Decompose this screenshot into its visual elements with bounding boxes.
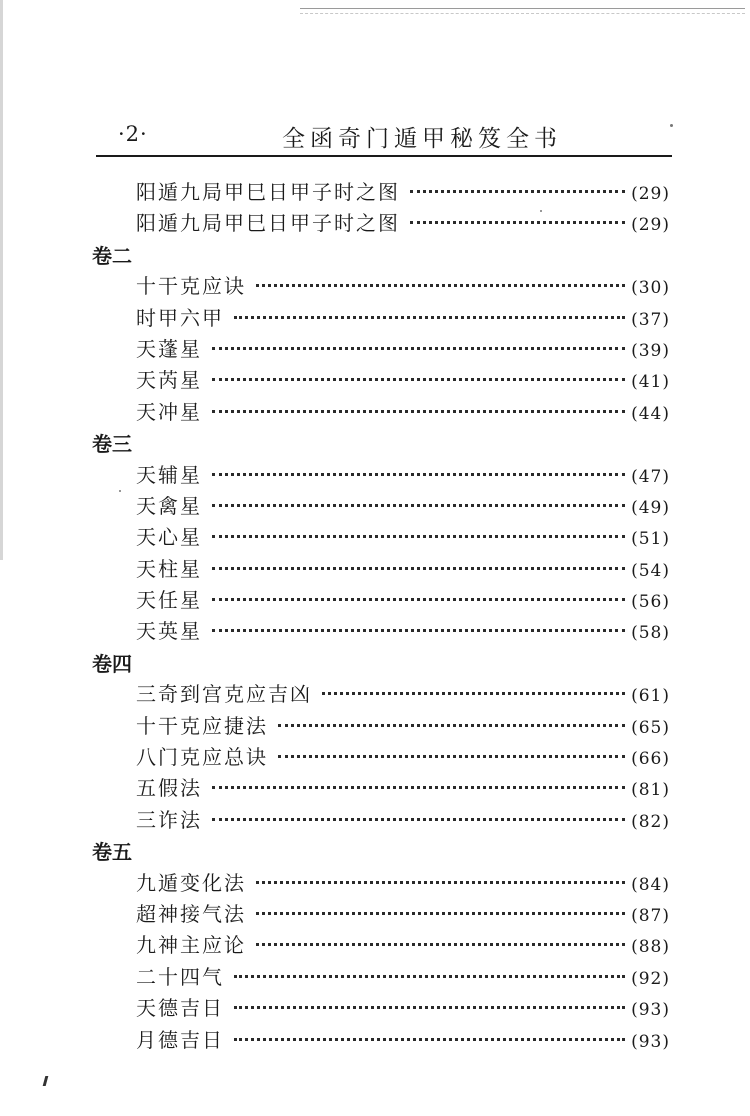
toc-entry-row — [0, 457, 750, 488]
entry-page-number: (39) — [631, 340, 670, 361]
toc-entry-row — [0, 676, 750, 707]
volume-heading: 卷四 — [92, 651, 132, 676]
entry-title: 天芮星 — [136, 368, 202, 393]
entry-title: 三奇到宫克应吉凶 — [136, 682, 312, 707]
entry-title: 天冲星 — [136, 399, 202, 424]
entry-title: 二十四气 — [136, 964, 224, 989]
toc-entry-row — [0, 959, 750, 990]
entry-title: 阳遁九局甲巳日甲子时之图 — [136, 211, 400, 236]
toc-volume-row — [0, 425, 750, 456]
toc-entry-row — [0, 896, 750, 927]
page-number: ·2· — [118, 122, 148, 146]
entry-page-number: (30) — [631, 278, 670, 299]
entry-title: 天蓬星 — [136, 336, 202, 361]
entry-title: 十干克应诀 — [136, 274, 246, 299]
toc-entry[interactable] — [136, 867, 670, 896]
page-header — [96, 118, 670, 154]
entry-page-number: (65) — [631, 717, 670, 738]
volume-heading: 卷五 — [92, 840, 132, 865]
toc-entry-row — [0, 551, 750, 582]
volume-heading: 卷三 — [92, 432, 132, 457]
toc-entry[interactable] — [136, 992, 670, 1021]
table-of-contents — [0, 174, 750, 1053]
dot-leader — [212, 504, 625, 507]
entry-page-number: (47) — [631, 466, 670, 487]
toc-entry[interactable] — [136, 521, 670, 550]
entry-title: 三诈法 — [136, 807, 202, 832]
scan-speck — [670, 124, 673, 127]
dot-leader — [212, 629, 625, 632]
toc-entry-row — [0, 362, 750, 393]
dot-leader — [322, 692, 625, 695]
entry-page-number: (82) — [631, 811, 670, 832]
toc-entry-row — [0, 990, 750, 1021]
dot-leader — [278, 755, 625, 758]
toc-entry-row — [0, 708, 750, 739]
toc-entry[interactable] — [136, 333, 670, 362]
entry-title: 天任星 — [136, 588, 202, 613]
entry-title: 天柱星 — [136, 556, 202, 581]
entry-page-number: (58) — [631, 623, 670, 644]
toc-entry-row — [0, 174, 750, 205]
entry-title: 九遁变化法 — [136, 870, 246, 895]
entry-page-number: (54) — [631, 560, 670, 581]
toc-entry[interactable] — [136, 270, 670, 299]
running-title: 全函奇门遁甲秘笈全书 — [282, 126, 562, 152]
dot-leader — [234, 1038, 625, 1041]
toc-entry[interactable] — [136, 929, 670, 958]
dot-leader — [256, 943, 625, 946]
entry-page-number: (51) — [631, 529, 670, 550]
dot-leader — [234, 975, 625, 978]
dot-leader — [212, 347, 625, 350]
toc-entry[interactable] — [136, 302, 670, 331]
dot-leader — [234, 316, 625, 319]
entry-title: 五假法 — [136, 776, 202, 801]
entry-page-number: (41) — [631, 372, 670, 393]
toc-entry-row — [0, 331, 750, 362]
toc-entry[interactable] — [136, 741, 670, 770]
entry-title: 天德吉日 — [136, 996, 224, 1021]
toc-entry[interactable] — [136, 772, 670, 801]
toc-entry[interactable] — [136, 176, 670, 205]
dot-leader — [212, 818, 625, 821]
toc-entry-row — [0, 739, 750, 770]
dot-leader — [212, 378, 625, 381]
entry-title: 天心星 — [136, 525, 202, 550]
dot-leader — [410, 221, 625, 224]
dot-leader — [212, 473, 625, 476]
entry-page-number: (84) — [631, 874, 670, 895]
dot-leader — [278, 724, 625, 727]
entry-page-number: (88) — [631, 937, 670, 958]
toc-entry[interactable] — [136, 490, 670, 519]
dot-leader — [212, 535, 625, 538]
toc-entry-row — [0, 268, 750, 299]
toc-entry[interactable] — [136, 459, 670, 488]
toc-entry-row — [0, 802, 750, 833]
dot-leader — [410, 190, 625, 193]
toc-entry[interactable] — [136, 678, 670, 707]
entry-title: 天英星 — [136, 619, 202, 644]
scan-speck — [540, 210, 542, 212]
entry-page-number: (29) — [631, 215, 670, 236]
toc-entry-row — [0, 865, 750, 896]
toc-entry-row — [0, 519, 750, 550]
entry-page-number: (56) — [631, 592, 670, 613]
toc-entry[interactable] — [136, 207, 670, 236]
dot-leader — [256, 284, 625, 287]
toc-entry[interactable] — [136, 584, 670, 613]
toc-entry[interactable] — [136, 615, 670, 644]
dot-leader — [212, 786, 625, 789]
entry-title: 阳遁九局甲巳日甲子时之图 — [136, 180, 400, 204]
toc-entry[interactable] — [136, 710, 670, 739]
toc-entry-row — [0, 770, 750, 801]
toc-entry-row — [0, 582, 750, 613]
header-rule — [96, 155, 672, 157]
toc-entry-row — [0, 300, 750, 331]
dot-leader — [256, 912, 625, 915]
toc-entry-row — [0, 394, 750, 425]
entry-page-number: (37) — [631, 309, 670, 330]
toc-entry-row — [0, 205, 750, 236]
scan-edge-line — [300, 8, 745, 9]
toc-volume-row — [0, 833, 750, 864]
dot-leader — [256, 881, 625, 884]
toc-entry-row — [0, 488, 750, 519]
toc-entry-row — [0, 613, 750, 644]
entry-title: 时甲六甲 — [136, 305, 224, 330]
entry-page-number: (66) — [631, 749, 670, 770]
dot-leader — [212, 410, 625, 413]
toc-entry-row — [0, 1022, 750, 1053]
entry-page-number: (29) — [631, 184, 670, 204]
toc-entry[interactable] — [136, 396, 670, 425]
entry-page-number: (61) — [631, 686, 670, 707]
toc-entry[interactable] — [136, 898, 670, 927]
scan-edge-line — [300, 13, 745, 14]
toc-volume-row — [0, 237, 750, 268]
entry-title: 超神接气法 — [136, 901, 246, 926]
entry-title: 月德吉日 — [136, 1027, 224, 1052]
scan-speck — [119, 490, 121, 492]
toc-entry[interactable] — [136, 804, 670, 833]
toc-volume-row — [0, 645, 750, 676]
margin-mark — [43, 1076, 49, 1086]
dot-leader — [234, 1006, 625, 1009]
toc-entry[interactable] — [136, 1024, 670, 1053]
entry-title: 九神主应论 — [136, 933, 246, 958]
volume-heading: 卷二 — [92, 243, 132, 268]
entry-page-number: (44) — [631, 403, 670, 424]
toc-entry[interactable] — [136, 961, 670, 990]
entry-title: 八门克应总诀 — [136, 745, 268, 770]
toc-entry[interactable] — [136, 553, 670, 582]
entry-page-number: (92) — [631, 968, 670, 989]
entry-title: 十干克应捷法 — [136, 713, 268, 738]
dot-leader — [212, 567, 625, 570]
entry-title: 天禽星 — [136, 493, 202, 518]
toc-entry-row — [0, 927, 750, 958]
entry-page-number: (81) — [631, 780, 670, 801]
toc-entry[interactable] — [136, 364, 670, 393]
entry-page-number: (49) — [631, 497, 670, 518]
entry-page-number: (87) — [631, 905, 670, 926]
dot-leader — [212, 598, 625, 601]
entry-page-number: (93) — [631, 1031, 670, 1052]
entry-title: 天辅星 — [136, 462, 202, 487]
entry-page-number: (93) — [631, 1000, 670, 1021]
